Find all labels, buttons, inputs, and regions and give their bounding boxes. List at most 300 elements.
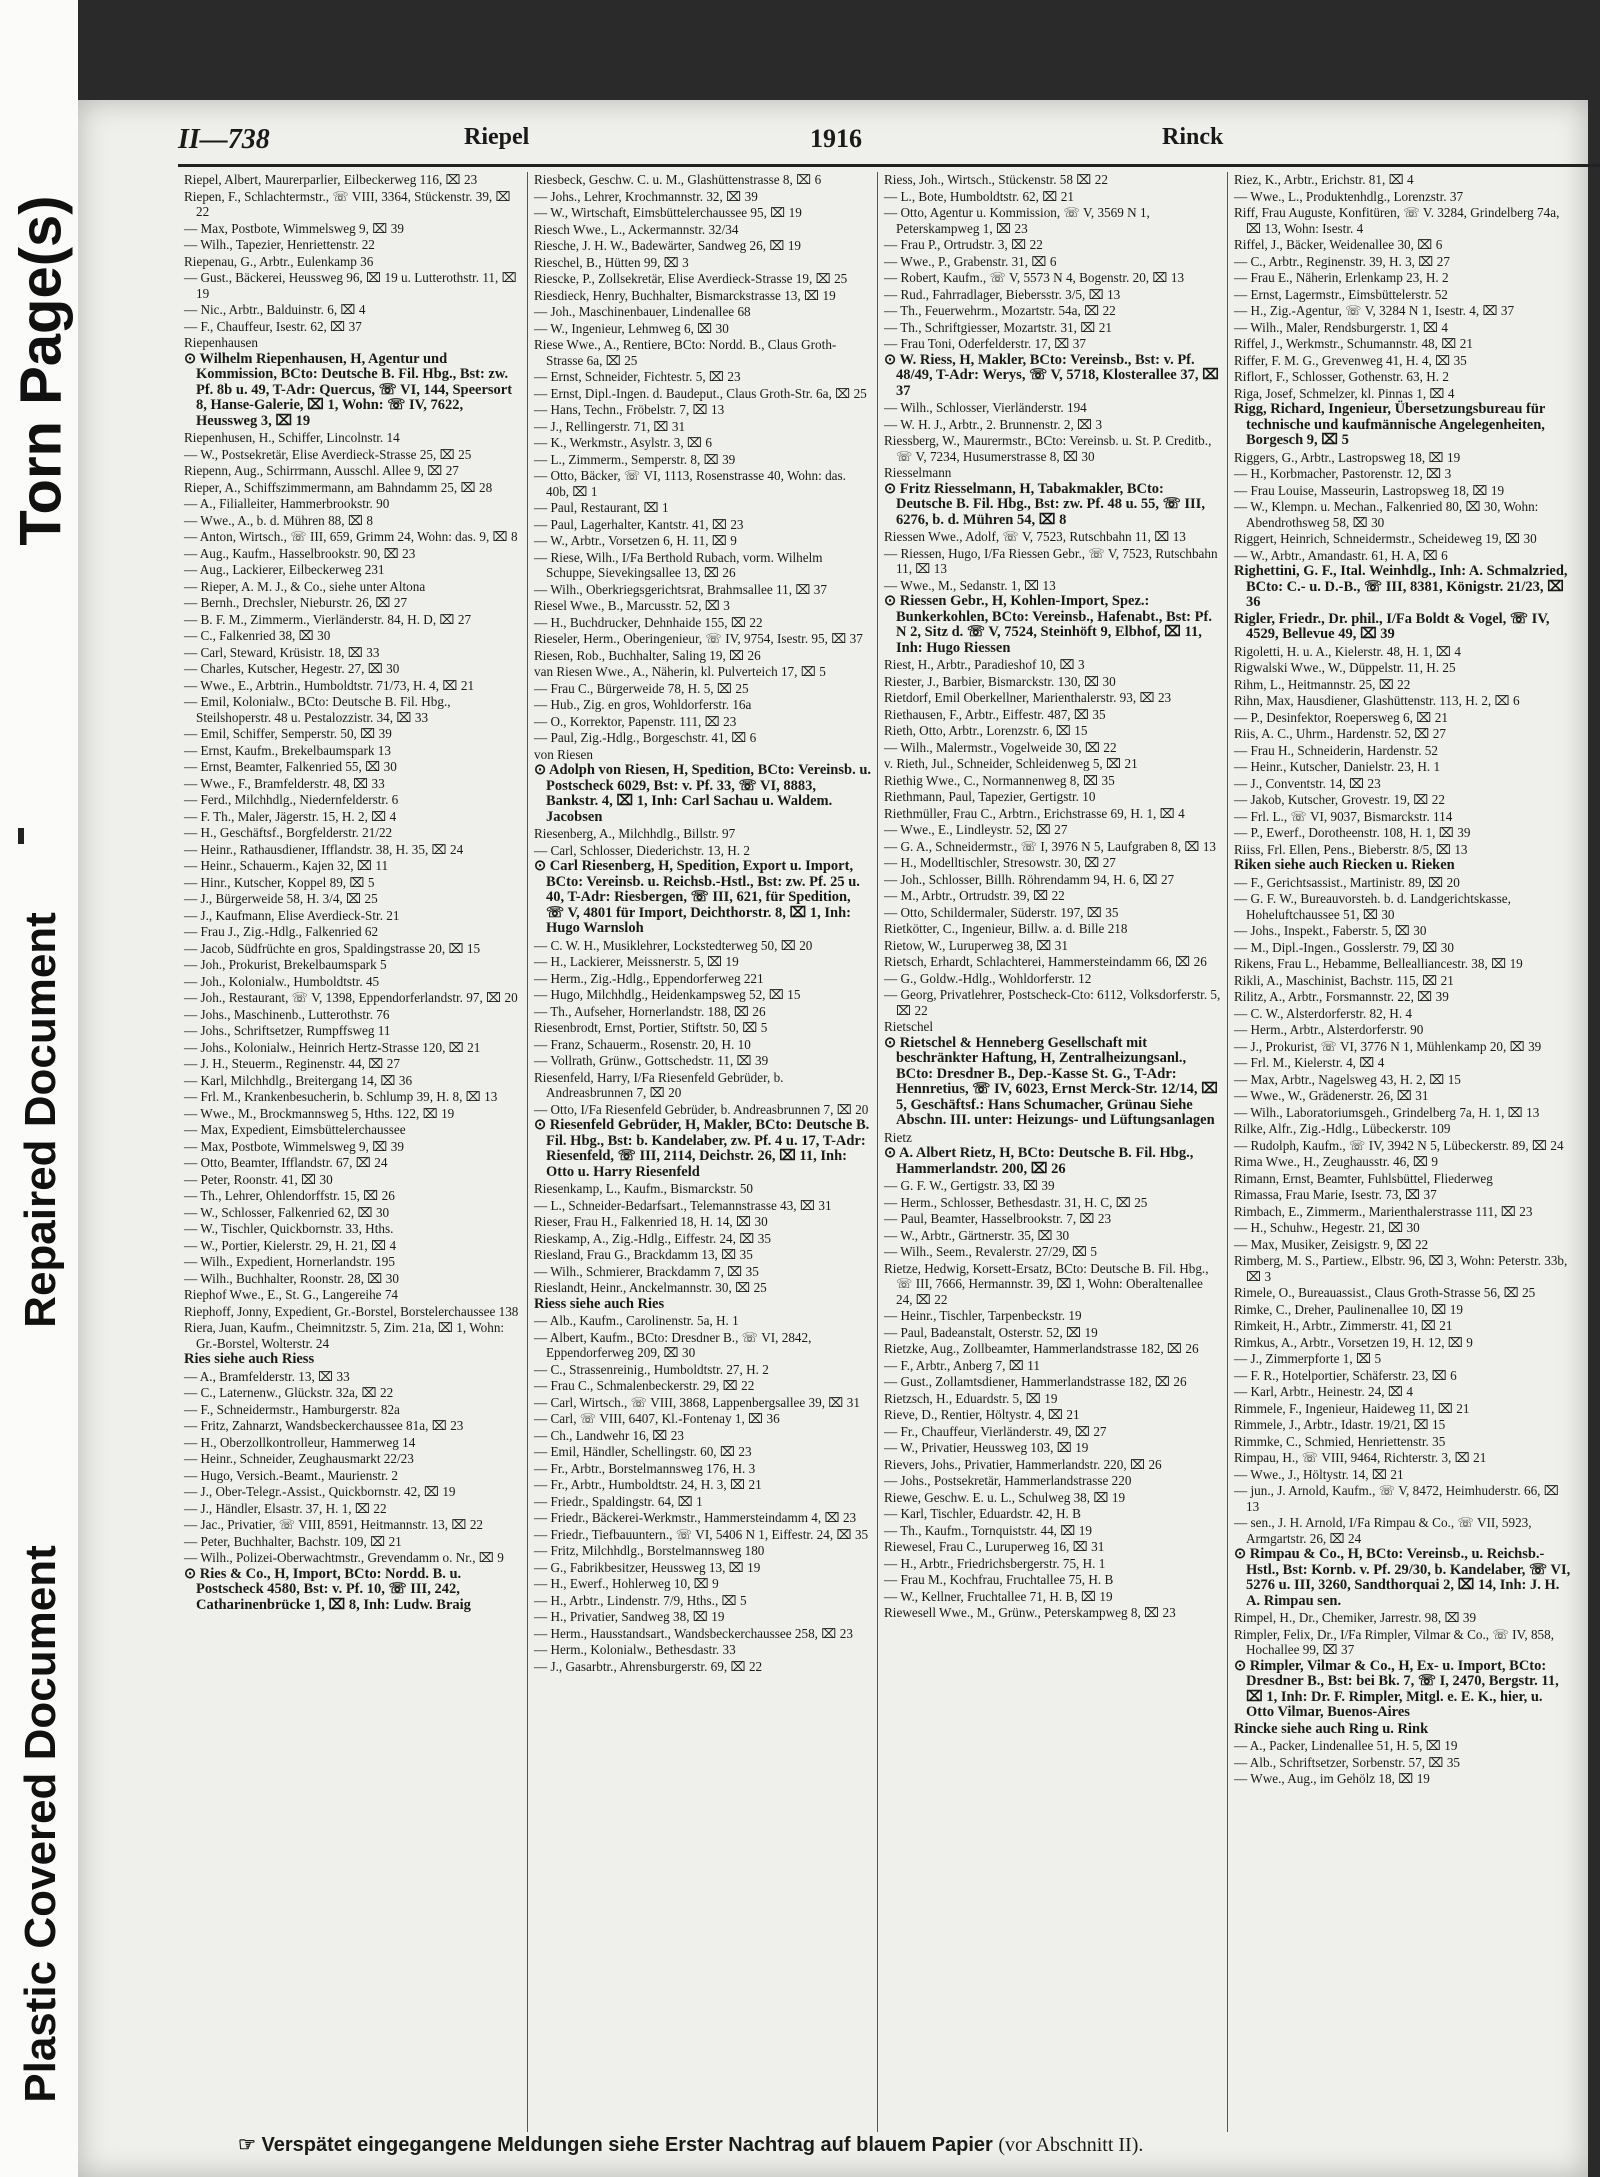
directory-entry: — W., Arbtr., Gärtnerstr. 35, ⌧ 30 (884, 1227, 1070, 1243)
directory-entry: — Paul, Restaurant, ⌧ 1 (534, 500, 669, 515)
directory-entry: — Frau Louise, Masseurin, Lastropsweg 18, ⌧ 19 (1234, 482, 1505, 498)
repaired-document-label: Repaired Document (16, 912, 66, 1328)
directory-entry: — Wilh., Polizei-Oberwachtmstr., Grevendamm o. Nr., ⌧ 9 (184, 1550, 504, 1565)
directory-entry: Rietschel (884, 1019, 934, 1034)
directory-entry: Rieth, Otto, Arbtr., Lorenzstr. 6, ⌧ 15 (884, 723, 1088, 738)
directory-entry: — K., Werkmstr., Asylstr. 3, ⌧ 6 (534, 435, 713, 450)
directory-entry: — sen., J. H. Arnold, I/Fa Rimpau & Co., ☏ VII, 5923, Armgartstr. 26, ⌧ 24 (1234, 1515, 1532, 1546)
directory-entry: — F. R., Hotelportier, Schäferstr. 23, ⌧ 6 (1234, 1367, 1457, 1383)
directory-entry: Rimele, O., Bureauassist., Claus Groth-Strasse 56, ⌧ 25 (1234, 1285, 1536, 1300)
directory-entry: — Otto, Bäcker, ☏ VI, 1113, Rosenstrasse 40, Wohn: das. 40b, ⌧ 1 (534, 468, 846, 499)
directory-entry: — Jac., Privatier, ☏ VIII, 8591, Heitmannstr. 13, ⌧ 22 (184, 1517, 484, 1532)
directory-entry: Rieseler, Herm., Oberingenieur, ☏ IV, 9754, Isestr. 95, ⌧ 37 (534, 631, 863, 646)
directory-entry: Rimpel, H., Dr., Chemiker, Jarrestr. 98, ⌧ 39 (1234, 1610, 1477, 1625)
directory-entry: — G., Goldw.-Hdlg., Wohldorferstr. 12 (884, 970, 1092, 986)
directory-entry: Rietsch, Erhardt, Schlachterei, Hammersteindamm 66, ⌧ 26 (884, 954, 1207, 969)
directory-entry: — Frau Toni, Oderfelderstr. 17, ⌧ 37 (884, 336, 1086, 351)
directory-entry: Riesen, Rob., Buchhalter, Saling 19, ⌧ 26 (534, 647, 761, 663)
directory-entry: — Wwe., A., b. d. Mühren 88, ⌧ 8 (184, 512, 373, 528)
directory-entry: — M., Arbtr., Ortrudstr. 39, ⌧ 22 (884, 888, 1065, 903)
directory-entry: Riessen Wwe., Adolf, ☏ V, 7523, Rutschbahn 11, ⌧ 13 (884, 529, 1186, 544)
directory-entry: — Max, Postbote, Wimmelsweg 9, ⌧ 39 (184, 1138, 404, 1154)
directory-entry: Riesche, J. H. W., Badewärter, Sandweg 26, ⌧ 19 (534, 238, 802, 253)
directory-entry: — Th., Schriftgiesser, Mozartstr. 31, ⌧ 21 (884, 319, 1112, 335)
directory-entry: — Johs., Inspekt., Faberstr. 5, ⌧ 30 (1234, 923, 1427, 938)
directory-entry: — Friedr., Tiefbauuntern., ☏ VI, 5406 N 1, Eiffestr. 24, ⌧ 35 (534, 1526, 869, 1542)
directory-entry: Riggers, G., Arbtr., Lastropsweg 18, ⌧ 19 (1234, 449, 1461, 465)
directory-entry: — Johs., Maschinenb., Lutterothstr. 76 (184, 1006, 390, 1022)
directory-entry: — J., Bürgerweide 58, H. 3/4, ⌧ 25 (184, 891, 378, 906)
directory-entry: Rihm, L., Heitmannstr. 25, ⌧ 22 (1234, 676, 1411, 692)
directory-entry: — H., Ewerf., Hohlerweg 10, ⌧ 9 (534, 1576, 719, 1591)
directory-entry: — Rud., Fahrradlager, Biebersstr. 3/5, ⌧ 13 (884, 286, 1121, 302)
directory-entry: Rietkötter, C., Ingenieur, Billw. a. d. Bille 218 (884, 921, 1128, 936)
directory-entry: — Georg, Privatlehrer, Postscheck-Cto: 6112, Volksdorferstr. 5, ⌧ 22 (884, 987, 1221, 1018)
directory-entry: Rimpau, H., ☏ VIII, 9464, Richterstr. 3, ⌧ 21 (1234, 1450, 1487, 1465)
directory-entry: — Nic., Arbtr., Balduinstr. 6, ⌧ 4 (184, 302, 366, 317)
directory-entry: Rimkeit, H., Arbtr., Zimmerstr. 41, ⌧ 21 (1234, 1318, 1453, 1333)
directory-entry: Rigler, Friedr., Dr. phil., I/Fa Boldt & Vogel, ☏ IV, 4529, Bellevue 49, ⌧ 39 (1234, 610, 1550, 642)
directory-entry: — L., Bote, Humboldtstr. 62, ⌧ 21 (884, 188, 1074, 204)
directory-entry: ⊙ Carl Riesenberg, H, Spedition, Export u. Import, BCto: Vereinsb. u. Reichsb.-Hstl., Bst: zw. Pf. 25 u. 40, T-Adr: Riesbergen, ☏ III, 621, für Spedition, ☏ V, 4801 für Import, Deichthorstr. 8, ⌧ 1, Inh: Hugo Warnsloh (534, 858, 860, 936)
directory-entry: — O., Korrektor, Papenstr. 111, ⌧ 23 (534, 713, 737, 729)
directory-entry: — Karl, Tischler, Eduardstr. 42, H. B (884, 1506, 1081, 1521)
directory-entry: Riesenfeld, Harry, I/Fa Riesenfeld Gebrüder, b. Andreasbrunnen 7, ⌧ 20 (534, 1069, 784, 1100)
directory-entry: — Fr., Chauffeur, Vierländerstr. 49, ⌧ 27 (884, 1423, 1107, 1439)
directory-entry: Rigg, Richard, Ingenieur, Übersetzungsbureau für technische und kaufmännische Angelegenheiten, Borgesch 9, ⌧ 5 (1234, 401, 1546, 448)
directory-entry: Riewe, Geschw. E. u. L., Schulweg 38, ⌧ 19 (884, 1489, 1126, 1505)
directory-entry: — Carl, Schlosser, Diederichstr. 13, H. 2 (534, 842, 750, 858)
directory-entry: — W., Schlosser, Falkenried 62, ⌧ 30 (184, 1204, 390, 1220)
directory-entry: — H., Arbtr., Lindenstr. 7/9, Hths., ⌧ 5 (534, 1592, 747, 1608)
directory-entry: — C., Laternenw., Glückstr. 32a, ⌧ 22 (184, 1385, 394, 1400)
directory-entry: — W., Privatier, Heussweg 103, ⌧ 19 (884, 1440, 1089, 1455)
directory-entry: — Carl, ☏ VIII, 6407, Kl.-Fontenay 1, ⌧ 36 (534, 1411, 780, 1426)
directory-entry: Rikens, Frau L., Hebamme, Bellealliancestr. 38, ⌧ 19 (1234, 956, 1523, 971)
directory-entry: Rietow, W., Luruperweg 38, ⌧ 31 (884, 937, 1068, 953)
directory-entry: — Hugo, Milchhdlg., Heidenkampsweg 52, ⌧ 15 (534, 987, 801, 1002)
directory-entry: Riffel, J., Werkmstr., Schumannstr. 48, ⌧ 21 (1234, 336, 1473, 351)
directory-entry: — Frau C., Schmalenbeckerstr. 29, ⌧ 22 (534, 1378, 755, 1393)
directory-entry: — Emil, Schiffer, Semperstr. 50, ⌧ 39 (184, 726, 392, 741)
directory-entry: — J., Händler, Elsastr. 37, H. 1, ⌧ 22 (184, 1500, 387, 1516)
directory-entry: — B. F. M., Zimmerm., Vierländerstr. 84, H. D, ⌧ 27 (184, 611, 472, 627)
directory-entry: — Wilh., Seem., Revalerstr. 27/29, ⌧ 5 (884, 1244, 1097, 1259)
directory-entry: Riewesell Wwe., M., Grünw., Peterskampweg 8, ⌧ 23 (884, 1605, 1176, 1620)
directory-entry: — Rudolph, Kaufm., ☏ IV, 3942 N 5, Lübeckerstr. 89, ⌧ 24 (1234, 1137, 1564, 1153)
directory-entry: — jun., J. Arnold, Kaufm., ☏ V, 8472, Heimhuderstr. 66, ⌧ 13 (1234, 1483, 1559, 1514)
directory-entry: ⊙ Adolph von Riesen, H, Spedition, BCto: Vereinsb. u. Postscheck 6029, Bst: v. Pf. 33, ☏ VI, 8883, Bankstr. 4, ⌧ 1, Inh: Carl Sachau u. Waldem. Jacobsen (534, 762, 872, 825)
directory-entry: — Heinr., Rathausdiener, Ifflandstr. 38, H. 35, ⌧ 24 (184, 841, 464, 857)
directory-entry: — Wwe., F., Bramfelderstr. 48, ⌧ 33 (184, 775, 385, 791)
directory-entry: — Frau H., Schneiderin, Hardenstr. 52 (1234, 742, 1438, 758)
directory-entry: Riepenn, Aug., Schirrmann, Ausschl. Allee 9, ⌧ 27 (184, 463, 459, 478)
directory-entry: ⊙ Rimpau & Co., H, BCto: Vereinsb., u. Reichsb.-Hstl., Bst: Kornb. v. Pf. 29/30, b. Kandelaber, ☏ VI, 5276 u. III, 3260, Sandthorquai 2, ⌧ 14, Inh: J. H. A. Rimpau sen. (1234, 1546, 1571, 1609)
directory-entry: — Max, Musiker, Zeisigstr. 9, ⌧ 22 (1234, 1236, 1429, 1252)
directory-entry: — Ernst, Lagermstr., Eimsbüttelerstr. 52 (1234, 286, 1448, 302)
directory-entry: Rietze, Hedwig, Korsett-Ersatz, BCto: Deutsche B. Fil. Hbg., ☏ III, 7666, Hermannstr. 39, ⌧ 1, Wohn: Oberaltenallee 24, ⌧ 22 (884, 1260, 1209, 1307)
directory-entry: — Wilh., Expedient, Hornerlandstr. 195 (184, 1254, 395, 1269)
directory-entry: Riese Wwe., A., Rentiere, BCto: Nordd. B., Claus Groth-Strasse 6a, ⌧ 25 (534, 337, 837, 368)
directory-entry: — J., Kaufmann, Elise Averdieck-Str. 21 (184, 907, 400, 923)
directory-entry: — W., Postsekretär, Elise Averdieck-Strasse 25, ⌧ 25 (184, 446, 472, 462)
directory-entry: — H., Lackierer, Meissnerstr. 5, ⌧ 19 (534, 954, 739, 969)
directory-entry: — Wwe., P., Grabenstr. 31, ⌧ 6 (884, 253, 1057, 269)
directory-entry: — Riese, Wilh., I/Fa Berthold Rubach, vorm. Wilhelm Schuppe, Sievekingsallee 13, ⌧ 26 (534, 549, 823, 580)
directory-entry: — Paul, Beamter, Hasselbrookstr. 7, ⌧ 23 (884, 1211, 1112, 1226)
directory-entry: — Wilh., Oberkriegsgerichtsrat, Brahmsallee 11, ⌧ 37 (534, 581, 827, 597)
directory-entry: — Heinr., Schneider, Zeughausmarkt 22/23 (184, 1451, 414, 1466)
directory-entry: — Max, Expedient, Eimsbüttelerchaussee (184, 1122, 406, 1137)
directory-entry: — C., Strassenreinig., Humboldtstr. 27, H. 2 (534, 1361, 769, 1377)
directory-entry: Riewesel, Frau C., Luruperweg 16, ⌧ 31 (884, 1539, 1105, 1554)
directory-entry: — W. H. J., Arbtr., 2. Brunnenstr. 2, ⌧ 3 (884, 416, 1103, 432)
directory-entry: — H., Modelltischler, Stresowstr. 30, ⌧ 27 (884, 855, 1116, 870)
directory-entry: — Herm., Kolonialw., Bethesdastr. 33 (534, 1642, 736, 1657)
directory-entry: — Hans, Techn., Fröbelstr. 7, ⌧ 13 (534, 402, 725, 417)
directory-entry: — Herm., Arbtr., Alsterdorferstr. 90 (1234, 1022, 1424, 1037)
directory-entry: Riiss, Frl. Ellen, Pens., Bieberstr. 8/5, ⌧ 13 (1234, 841, 1468, 857)
directory-entry: — Ferd., Milchhdlg., Niedernfelderstr. 6 (184, 792, 399, 807)
directory-entry: — Gust., Zollamtsdiener, Hammerlandstrasse 182, ⌧ 26 (884, 1374, 1187, 1389)
directory-entry: — H., Buchdrucker, Dehnhaide 155, ⌧ 22 (534, 614, 763, 630)
directory-entry: — Franz, Schauerm., Rosenstr. 20, H. 10 (534, 1036, 751, 1052)
directory-entry: Riescke, P., Zollsekretär, Elise Averdieck-Strasse 19, ⌧ 25 (534, 271, 848, 286)
directory-entry: ⊙ Riesenfeld Gebrüder, H, Makler, BCto: Deutsche B. Fil. Hbg., Bst: b. Kandelaber, zw. Pf. 4 u. 17, T-Adr: Riesenfeld, ☏ III, 2114, Deichstr. 26, ⌧ 11, Inh: Otto u. Harry Riesenfeld (534, 1117, 870, 1180)
directory-entry: Rieslandt, Heinr., Anckelmannstr. 30, ⌧ 25 (534, 1280, 767, 1295)
directory-entry: — Hinr., Kutscher, Koppel 89, ⌧ 5 (184, 874, 375, 890)
directory-entry: — Ernst, Dipl.-Ingen. d. Baudeput., Claus Groth-Str. 6a, ⌧ 25 (534, 385, 867, 401)
directory-entry: Rimmke, C., Schmied, Henriettenstr. 35 (1234, 1433, 1446, 1449)
directory-entry: — Frau E., Näherin, Erlenkamp 23, H. 2 (1234, 270, 1449, 285)
directory-entry: — M., Dipl.-Ingen., Gosslerstr. 79, ⌧ 30 (1234, 939, 1454, 955)
directory-entry: — Riessen, Hugo, I/Fa Riessen Gebr., ☏ V, 7523, Rutschbahn 11, ⌧ 13 (884, 545, 1218, 576)
directory-entry: — Fritz, Milchhdlg., Borstelmannsweg 180 (534, 1543, 765, 1558)
directory-entry: — Wwe., L., Produktenhdlg., Lorenzstr. 37 (1234, 188, 1464, 204)
directory-entry: — W., Arbtr., Vorsetzen 6, H. 11, ⌧ 9 (534, 533, 737, 548)
directory-entry: Rilitz, A., Arbtr., Forsmannstr. 22, ⌧ 39 (1234, 989, 1449, 1004)
directory-entry: — Hugo, Versich.-Beamt., Maurienstr. 2 (184, 1467, 399, 1483)
directory-entry: — A., Bramfelderstr. 13, ⌧ 33 (184, 1368, 350, 1384)
directory-entry: Rigwalski Wwe., W., Düppelstr. 11, H. 25 (1234, 660, 1456, 675)
directory-entry: — H., Schuhw., Hegestr. 21, ⌧ 30 (1234, 1220, 1420, 1235)
directory-entry: Riggert, Heinrich, Schneidermstr., Scheideweg 19, ⌧ 30 (1234, 531, 1537, 546)
directory-entry: — H., Geschäftsf., Borgfelderstr. 21/22 (184, 825, 393, 840)
directory-entry: Rimpler, Felix, Dr., I/Fa Rimpler, Vilmar & Co., ☏ IV, 858, Hochallee 99, ⌧ 37 (1234, 1626, 1555, 1657)
directory-entry: — J., Ober-Telegr.-Assist., Quickbornstr. 42, ⌧ 19 (184, 1484, 456, 1499)
directory-entry: — Joh., Kolonialw., Humboldtstr. 45 (184, 973, 380, 989)
directory-entry: Rievers, Johs., Privatier, Hammerlandstr. 220, ⌧ 26 (884, 1456, 1162, 1472)
directory-entry: Riepenhusen, H., Schiffer, Lincolnstr. 14 (184, 430, 400, 445)
directory-entry: — H., Privatier, Sandweg 38, ⌧ 19 (534, 1609, 725, 1624)
directory-entry: — C., Arbtr., Reginenstr. 39, H. 3, ⌧ 27 (1234, 253, 1450, 269)
directory-entry: — Heinr., Tischler, Tarpenbeckstr. 19 (884, 1308, 1082, 1323)
directory-entry: — Th., Feuerwehrm., Mozartstr. 54a, ⌧ 22 (884, 303, 1116, 318)
directory-entry: Riff, Frau Auguste, Konfitüren, ☏ V. 3284, Grindelberg 74a, ⌧ 13, Wohn: Isestr. 4 (1234, 205, 1560, 236)
directory-entry: — Bernh., Drechsler, Nieburstr. 26, ⌧ 27 (184, 595, 408, 610)
page-header (178, 120, 1600, 167)
directory-entry: Riephof Wwe., E., St. G., Langereihe 74 (184, 1287, 399, 1302)
directory-entry: Righettini, G. F., Ital. Weinhdlg., Inh: A. Schmalzried, BCto: C.- u. D.-B., ☏ III, 8381, Königstr. 21/23, ⌧ 36 (1234, 563, 1568, 610)
directory-entry: — W., Tischler, Quickbornstr. 33, Hths. (184, 1221, 394, 1236)
directory-entry: — Emil, Kolonialw., BCto: Deutsche B. Fil. Hbg., Steilshoperstr. 48 u. Pestalozzistr. 34, ⌧ 33 (184, 694, 451, 725)
directory-entry: Riesselmann (884, 465, 952, 480)
directory-entry: — Alb., Schriftsetzer, Sorbenstr. 57, ⌧ 35 (1234, 1754, 1461, 1770)
directory-entry: — Wwe., J., Höltystr. 14, ⌧ 21 (1234, 1466, 1404, 1482)
directory-entry: Riesbeck, Geschw. C. u. M., Glashüttenstrasse 8, ⌧ 6 (534, 172, 822, 187)
directory-entry: — Fr., Arbtr., Borstelmannsweg 176, H. 3 (534, 1460, 756, 1476)
directory-entry: — Joh., Restaurant, ☏ V, 1398, Eppendorferlandstr. 97, ⌧ 20 (184, 990, 518, 1005)
directory-entry: Riga, Josef, Schmelzer, kl. Pinnas 1, ⌧ 4 (1234, 385, 1455, 401)
directory-entry: — Th., Aufseher, Hornerlandstr. 188, ⌧ 26 (534, 1003, 766, 1019)
directory-entry: Riesel Wwe., B., Marcusstr. 52, ⌧ 3 (534, 598, 730, 613)
directory-column (878, 172, 1228, 2132)
directory-entry: — J. H., Steuerm., Reginenstr. 44, ⌧ 27 (184, 1056, 400, 1071)
directory-entry: — Frl. L., ☏ VI, 9037, Bismarckstr. 114 (1234, 808, 1453, 824)
directory-entry: — Max, Arbtr., Nagelsweg 43, H. 2, ⌧ 15 (1234, 1071, 1461, 1087)
directory-entry: — Herm., Zig.-Hdlg., Eppendorferweg 221 (534, 970, 764, 986)
directory-entry: Rieper, A., Schiffszimmermann, am Bahndamm 25, ⌧ 28 (184, 479, 493, 495)
directory-entry: — Max, Postbote, Wimmelsweg 9, ⌧ 39 (184, 220, 404, 236)
directory-entry: — F., Arbtr., Anberg 7, ⌧ 11 (884, 1357, 1040, 1373)
directory-entry: — Peter, Roonstr. 41, ⌧ 30 (184, 1171, 333, 1187)
footer-section-ref: (vor Abschnitt II). (998, 2134, 1144, 2156)
directory-entry: ⊙ Fritz Riesselmann, H, Tabakmakler, BCto: Deutsche B. Fil. Hbg., Bst: zw. Pf. 48 u. 55, ☏ III, 6276, b. d. Mühren 54, ⌧ 8 (884, 480, 1205, 528)
directory-entry: — Frau P., Ortrudstr. 3, ⌧ 22 (884, 237, 1043, 252)
directory-entry: ⊙ Rimpler, Vilmar & Co., H, Ex- u. Import, BCto: Dresdner B., Bst: bei Bk. 7, ☏ I, 2470, Bergstr. 11, ⌧ 1, Inh: Dr. F. Rimpler, Mitgl. e. E. K., hier, u. Otto Vilmar, Buenos-Aires (1234, 1657, 1559, 1720)
directory-entry: — Johs., Postsekretär, Hammerlandstrasse 220 (884, 1473, 1132, 1488)
directory-entry: Rihn, Max, Hausdiener, Glashüttenstr. 113, H. 2, ⌧ 6 (1234, 693, 1520, 708)
directory-entry: Rieser, Frau H., Falkenried 18, H. 14, ⌧ 30 (534, 1214, 768, 1229)
directory-entry: Rimberg, M. S., Partiew., Elbstr. 96, ⌧ 3, Wohn: Peterstr. 33b, ⌧ 3 (1234, 1253, 1568, 1284)
directory-entry: Rikli, A., Maschinist, Bachstr. 115, ⌧ 21 (1234, 972, 1454, 988)
directory-column (528, 172, 878, 2132)
directory-entry: Riesdieck, Henry, Buchhalter, Bismarckstrasse 13, ⌧ 19 (534, 287, 836, 303)
directory-entry: — Wilh., Maler, Rendsburgerstr. 1, ⌧ 4 (1234, 319, 1449, 335)
directory-entry: — Fr., Arbtr., Humboldtstr. 24, H. 3, ⌧ 21 (534, 1477, 762, 1492)
directory-entry: — Frau J., Zig.-Hdlg., Falkenried 62 (184, 924, 379, 939)
directory-entry: Riess siehe auch Ries (534, 1295, 665, 1312)
directory-entry: Riethmüller, Frau C., Arbtrn., Erichstrasse 69, H. 1, ⌧ 4 (884, 805, 1185, 821)
directory-entry: — A., Packer, Lindenallee 51, H. 5, ⌧ 19 (1234, 1738, 1458, 1753)
directory-entry: Riethausen, F., Arbtr., Eiffestr. 487, ⌧ 35 (884, 706, 1106, 722)
directory-entry: — Wwe., Aug., im Gehölz 18, ⌧ 19 (1234, 1771, 1430, 1786)
directory-entry: Riesch Wwe., L., Ackermannstr. 32/34 (534, 221, 739, 237)
directory-entry: Rimke, C., Dreher, Paulinenallee 10, ⌧ 19 (1234, 1301, 1463, 1317)
directory-entry: — Vollrath, Grünw., Gottschedstr. 11, ⌧ 39 (534, 1053, 769, 1068)
directory-entry: Riethig Wwe., C., Normannenweg 8, ⌧ 35 (884, 772, 1115, 788)
directory-entry: — F., Gerichtsassist., Martinistr. 89, ⌧ 20 (1234, 874, 1460, 890)
directory-entry: — Carl, Wirtsch., ☏ VIII, 3868, Lappenbergsallee 39, ⌧ 31 (534, 1394, 860, 1410)
directory-entry: — Aug., Lackierer, Eilbeckerweg 231 (184, 562, 385, 577)
directory-entry: — J., Rellingerstr. 71, ⌧ 31 (534, 418, 686, 434)
directory-entry: Rieskamp, A., Zig.-Hdlg., Eiffestr. 24, ⌧ 35 (534, 1230, 771, 1246)
directory-page (78, 100, 1588, 2177)
directory-entry: — W., Wirtschaft, Eimsbüttelerchaussee 95, ⌧ 19 (534, 205, 802, 220)
directory-entry: — Jakob, Kutscher, Grovestr. 19, ⌧ 22 (1234, 792, 1445, 807)
left-keyword: Riepel (464, 124, 530, 150)
directory-entry: — Wilh., Schmierer, Brackdamm 7, ⌧ 35 (534, 1263, 759, 1279)
directory-entry: Riethmann, Paul, Tapezier, Gertigstr. 10 (884, 789, 1096, 804)
directory-entry: — W., Ingenieur, Lehmweg 6, ⌧ 30 (534, 320, 729, 336)
directory-entry: ⊙ W. Riess, H, Makler, BCto: Vereinsb., Bst: v. Pf. 48/49, T-Adr: Werys, ☏ V, 5718, Klosterallee 37, ⌧ 37 (884, 351, 1219, 399)
directory-column (1228, 172, 1578, 2132)
directory-entry: Riken siehe auch Riecken u. Rieken (1234, 857, 1455, 873)
directory-entry: — Hub., Zig. en gros, Wohldorferstr. 16a (534, 697, 752, 712)
directory-entry: Rietz (884, 1129, 912, 1145)
directory-entry: — Herm., Schlosser, Bethesdastr. 31, H. C, ⌧ 25 (884, 1194, 1148, 1210)
directory-entry: Riis, A. C., Uhrm., Hardenstr. 52, ⌧ 27 (1234, 726, 1446, 741)
directory-entry: — Charles, Kutscher, Hegestr. 27, ⌧ 30 (184, 661, 400, 676)
directory-entry: — Th., Lehrer, Ohlendorffstr. 15, ⌧ 26 (184, 1188, 395, 1203)
directory-entry: — Wilh., Malermstr., Vogelweide 30, ⌧ 22 (884, 739, 1117, 755)
directory-entry: — W., Kellner, Fruchtallee 71, H. B, ⌧ 19 (884, 1588, 1113, 1604)
directory-entry: — Wwe., W., Grädenerstr. 26, ⌧ 31 (1234, 1088, 1429, 1103)
directory-entry: Riesland, Frau G., Brackdamm 13, ⌧ 35 (534, 1247, 753, 1262)
directory-entry: ⊙ Ries & Co., H, Import, BCto: Nordd. B. u. Postscheck 4580, Bst: v. Pf. 10, ☏ III, 242, Catharinenbrücke 1, ⌧ 8, Inh: Ludw. Braig (184, 1565, 471, 1613)
directory-entry: Riffer, F. M. G., Grevenweg 41, H. 4, ⌧ 35 (1234, 352, 1467, 368)
directory-entry: — Frl. M., Kielerstr. 4, ⌧ 4 (1234, 1055, 1385, 1070)
directory-entry: — Wwe., E., Lindleystr. 52, ⌧ 27 (884, 822, 1068, 837)
directory-entry: — W., Portier, Kielerstr. 29, H. 21, ⌧ 4 (184, 1237, 397, 1253)
directory-entry: — L., Schneider-Bedarfsart., Telemannstrasse 43, ⌧ 31 (534, 1197, 832, 1213)
directory-entry: van Riesen Wwe., A., Näherin, kl. Pulverteich 17, ⌧ 5 (534, 664, 826, 679)
directory-entry: Rietdorf, Emil Oberkellner, Marienthalerstr. 93, ⌧ 23 (884, 690, 1172, 705)
directory-entry: Rietzsch, H., Eduardstr. 5, ⌧ 19 (884, 1390, 1058, 1406)
directory-entry: Rilke, Alfr., Zig.-Hdlg., Lübeckerstr. 109 (1234, 1121, 1451, 1136)
directory-entry: — Joh., Maschinenbauer, Lindenallee 68 (534, 304, 751, 319)
directory-entry: — H., Arbtr., Friedrichsbergerstr. 75, H. 1 (884, 1555, 1106, 1571)
directory-entry: — Rieper, A. M. J., & Co., siehe unter Altona (184, 578, 426, 594)
directory-entry: — Wilh., Buchhalter, Roonstr. 28, ⌧ 30 (184, 1270, 399, 1286)
directory-entry: — Frl. M., Krankenbesucherin, b. Schlump 39, H. 8, ⌧ 13 (184, 1089, 498, 1104)
directory-entry: — Albert, Kaufm., BCto: Dresdner B., ☏ VI, 2842, Eppendorferweg 209, ⌧ 30 (534, 1329, 812, 1360)
directory-entry: — G. F. W., Bureauvorsteh. b. d. Landgerichtskasse, Hoheluftchaussee 51, ⌧ 30 (1234, 891, 1511, 922)
directory-entry: — Johs., Schriftsetzer, Rumpffsweg 11 (184, 1023, 391, 1038)
directory-entry: — Paul, Zig.-Hdlg., Borgeschstr. 41, ⌧ 6 (534, 730, 757, 745)
directory-entry: Rietzke, Aug., Zollbeamter, Hammerlandstrasse 182, ⌧ 26 (884, 1341, 1199, 1356)
directory-entry: Rincke siehe auch Ring u. Rink (1234, 1720, 1429, 1737)
directory-entry: — F. Th., Maler, Jägerstr. 15, H. 2, ⌧ 4 (184, 808, 397, 824)
directory-entry: Riez, K., Arbtr., Erichstr. 81, ⌧ 4 (1234, 172, 1414, 187)
directory-entry: Ries siehe auch Riess (184, 1351, 315, 1367)
directory-entry: — Heinr., Kutscher, Danielstr. 23, H. 1 (1234, 759, 1441, 774)
torn-pages-label: Torn Page(s) (8, 194, 74, 546)
directory-entry: v. Rieth, Jul., Schneider, Schleidenweg 5, ⌧ 21 (884, 756, 1138, 771)
directory-entry: Rimmele, J., Arbtr., Idastr. 19/21, ⌧ 15 (1234, 1417, 1446, 1432)
directory-entry: Rieve, D., Rentier, Höltystr. 4, ⌧ 21 (884, 1407, 1080, 1422)
directory-entry: — G. A., Schneidermstr., ☏ I, 3976 N 5, Laufgraben 8, ⌧ 13 (884, 838, 1217, 854)
directory-entry: Rimbach, E., Zimmerm., Marienthalerstrasse 111, ⌧ 23 (1234, 1203, 1533, 1219)
directory-entry: Riesenberg, A., Milchhdlg., Billstr. 97 (534, 826, 736, 841)
directory-entry: — Heinr., Schauerm., Kajen 32, ⌧ 11 (184, 858, 389, 873)
directory-column (178, 172, 528, 2132)
directory-entry: — Gust., Bäckerei, Heussweg 96, ⌧ 19 u. Lutterothstr. 11, ⌧ 19 (184, 270, 517, 301)
directory-entry: Rieschel, B., Hütten 99, ⌧ 3 (534, 254, 689, 270)
directory-entry: — Paul, Lagerhalter, Kantstr. 41, ⌧ 23 (534, 516, 744, 532)
directory-entry: — C. W., Alsterdorferstr. 82, H. 4 (1234, 1005, 1413, 1021)
directory-entry: — C., Falkenried 38, ⌧ 30 (184, 628, 331, 643)
directory-entry: Riephoff, Jonny, Expedient, Gr.-Borstel, Borstelerchaussee 138 (184, 1303, 519, 1319)
footer-notice: ☞ Verspätet eingegangene Meldungen siehe Erster Nachtrag auf blauem Papier (vor Abschnitt II). (238, 2134, 1144, 2156)
directory-entry: Rima Wwe., H., Zeughausstr. 46, ⌧ 9 (1234, 1154, 1438, 1169)
directory-entry: — Emil, Händler, Schellingstr. 60, ⌧ 23 (534, 1444, 752, 1459)
directory-entry: Rimassa, Frau Marie, Isestr. 73, ⌧ 37 (1234, 1187, 1437, 1202)
directory-columns (178, 172, 1600, 2132)
directory-entry: — Herm., Hausstandsart., Wandsbeckerchaussee 258, ⌧ 23 (534, 1625, 853, 1641)
directory-entry: Rimann, Ernst, Beamter, Fuhlsbüttel, Fliederweg (1234, 1170, 1493, 1186)
directory-entry: — Karl, Arbtr., Heinestr. 24, ⌧ 4 (1234, 1384, 1413, 1399)
footer-notice-text: Verspätet eingegangene Meldungen siehe Erster Nachtrag auf blauem Papier (261, 2134, 993, 2156)
directory-entry: — F., Chauffeur, Isestr. 62, ⌧ 37 (184, 318, 362, 334)
directory-entry: — Th., Kaufm., Tornquiststr. 44, ⌧ 19 (884, 1522, 1092, 1538)
directory-entry: — Wilh., Laboratoriumsgeh., Grindelberg 7a, H. 1, ⌧ 13 (1234, 1104, 1540, 1120)
directory-entry: — Paul, Badeanstalt, Osterstr. 52, ⌧ 19 (884, 1324, 1098, 1340)
directory-entry: — F., Schneidermstr., Hamburgerstr. 82a (184, 1401, 400, 1417)
directory-entry: — C. W. H., Musiklehrer, Lockstedterweg 50, ⌧ 20 (534, 937, 813, 953)
directory-entry: — Joh., Schlosser, Billh. Röhrendamm 94, H. 6, ⌧ 27 (884, 871, 1175, 887)
directory-entry: — Alb., Kaufm., Carolinenstr. 5a, H. 1 (534, 1313, 739, 1328)
directory-entry: Riepen, F., Schlachtermstr., ☏ VIII, 3364, Stückenstr. 39, ⌧ 22 (184, 188, 511, 219)
directory-entry: — Carl, Steward, Krüsistr. 18, ⌧ 33 (184, 644, 380, 660)
directory-entry: — J., Zimmerpforte 1, ⌧ 5 (1234, 1351, 1382, 1366)
directory-entry: Riesenbrodt, Ernst, Portier, Stiftstr. 50, ⌧ 5 (534, 1020, 768, 1035)
directory-entry: — Wwe., M., Brockmannsweg 5, Hths. 122, ⌧ 19 (184, 1105, 455, 1121)
directory-entry: — Frau M., Kochfrau, Fruchtallee 75, H. B (884, 1572, 1114, 1587)
directory-entry: ⊙ Wilhelm Riepenhausen, H, Agentur und Kommission, BCto: Deutsche B. Fil. Hbg., Bst: zw. Pf. 8b u. 49, T-Adr: Quercus, ☏ VI, 144, Speersort 8, Hanse-Galerie, ⌧ 1, Wohn: ☏ IV, 7622, Heussweg 3, ⌧ 19 (184, 350, 513, 429)
directory-entry: — Karl, Milchhdlg., Breitergang 14, ⌧ 36 (184, 1072, 413, 1088)
directory-entry: — Wwe., E., Arbtrin., Humboldtstr. 71/73, H. 4, ⌧ 21 (184, 677, 475, 693)
directory-entry: ⊙ A. Albert Rietz, H, BCto: Deutsche B. Fil. Hbg., Hammerlandstr. 200, ⌧ 26 (884, 1145, 1194, 1177)
directory-entry: — Ch., Landwehr 16, ⌧ 23 (534, 1427, 684, 1443)
directory-entry: — G., Fabrikbesitzer, Heussweg 13, ⌧ 19 (534, 1559, 761, 1575)
directory-entry: Riester, J., Barbier, Bismarckstr. 130, ⌧ 30 (884, 673, 1116, 689)
directory-entry: Rimkus, A., Arbtr., Vorsetzen 19, H. 12, ⌧ 9 (1234, 1334, 1473, 1350)
directory-entry: — Robert, Kaufm., ☏ V, 5573 N 4, Bogenstr. 20, ⌧ 13 (884, 270, 1185, 285)
directory-entry: Rimmele, F., Ingenieur, Haideweg 11, ⌧ 21 (1234, 1400, 1470, 1416)
directory-entry: — Johs., Lehrer, Krochmannstr. 32, ⌧ 39 (534, 188, 758, 204)
directory-entry: — J., Conventstr. 14, ⌧ 23 (1234, 775, 1381, 791)
directory-entry: — P., Desinfektor, Roepersweg 6, ⌧ 21 (1234, 709, 1448, 725)
directory-year: 1916 (810, 124, 862, 153)
directory-entry: — Frau C., Bürgerweide 78, H. 5, ⌧ 25 (534, 680, 749, 696)
plastic-covered-label: Plastic Covered Document (16, 1544, 65, 2103)
directory-entry: — H., Korbmacher, Pastorenstr. 12, ⌧ 3 (1234, 466, 1452, 481)
directory-entry: Riess, Joh., Wirtsch., Stückenstr. 58 ⌧ 22 (884, 172, 1108, 187)
directory-entry: — Fritz, Zahnarzt, Wandsbeckerchaussee 81a, ⌧ 23 (184, 1418, 464, 1433)
directory-entry: — Johs., Kolonialw., Heinrich Hertz-Strasse 120, ⌧ 21 (184, 1039, 481, 1055)
directory-entry: — P., Ewerf., Dorotheenstr. 108, H. 1, ⌧ 39 (1234, 825, 1471, 840)
directory-entry: — Wilh., Schlosser, Vierländerstr. 194 (884, 400, 1087, 415)
directory-entry: — W., Arbtr., Amandastr. 61, H. A, ⌧ 6 (1234, 547, 1448, 563)
directory-entry: Rigoletti, H. u. A., Kielerstr. 48, H. 1, ⌧ 4 (1234, 643, 1461, 659)
directory-entry: Riest, H., Arbtr., Paradieshof 10, ⌧ 3 (884, 657, 1085, 672)
page-number: II—738 (178, 124, 270, 155)
directory-entry: ⊙ Rietschel & Henneberg Gesellschaft mit beschränkter Haftung, H, Zentralheizungsanl., BCto: Dresdner B., Dep.-Kasse St. G., T-Adr: Hennretius, ☏ IV, 6023, Ernst Merck-Str. 12/14, ⌧ 5, Geschäftsf.: Hans Schumacher, Grünau Siehe Abschn. III. unter: Heizungs- und Lüftungsanlagen (884, 1034, 1218, 1128)
directory-entry: — W., Klempn. u. Mechan., Falkenried 80, ⌧ 30, Wohn: Abendrothsweg 58, ⌧ 30 (1234, 499, 1539, 530)
directory-entry: — Ernst, Schneider, Fichtestr. 5, ⌧ 23 (534, 369, 741, 384)
directory-entry: ⊙ Riessen Gebr., H, Kohlen-Import, Spez.: Bunkerkohlen, BCto: Vereinsb., Hafenabt., Bst: Pf. N 2, Sitz d. ☏ V, 7524, Steinhöft 9, Elbhof, ⌧ 11, Inh: Hugo Riessen (884, 593, 1212, 656)
directory-entry: — Peter, Buchhalter, Bachstr. 109, ⌧ 21 (184, 1533, 402, 1549)
directory-entry: — Otto, I/Fa Riesenfeld Gebrüder, b. Andreasbrunnen 7, ⌧ 20 (534, 1101, 869, 1117)
directory-entry: — Otto, Beamter, Ifflandstr. 67, ⌧ 24 (184, 1155, 388, 1170)
directory-entry: — A., Filialleiter, Hammerbrookstr. 90 (184, 496, 390, 511)
directory-entry: Riesenkamp, L., Kaufm., Bismarckstr. 50 (534, 1181, 754, 1196)
directory-entry: — Otto, Agentur u. Kommission, ☏ V, 3569 N 1, Peterskampweg 1, ⌧ 23 (884, 205, 1150, 236)
directory-entry: — H., Zig.-Agentur, ☏ V, 3284 N 1, Isestr. 4, ⌧ 37 (1234, 303, 1515, 318)
directory-entry: — L., Zimmerm., Semperstr. 8, ⌧ 39 (534, 451, 736, 467)
right-keyword: Rinck (1162, 124, 1224, 150)
